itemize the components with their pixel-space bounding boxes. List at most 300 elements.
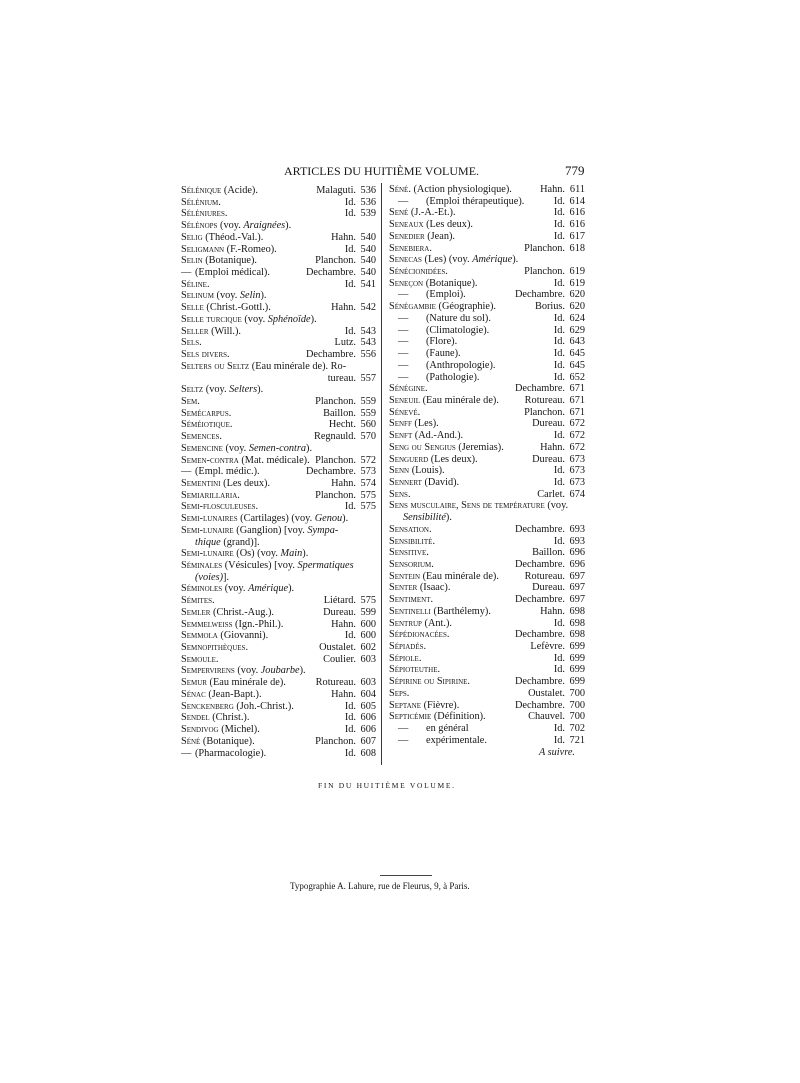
entry-label (389, 207, 551, 219)
entry-heading: Seng ou Sengius (389, 441, 456, 453)
entry-label (181, 337, 332, 349)
index-entry (389, 664, 585, 676)
entry-text: (Anthropologie). (426, 359, 496, 371)
entry-page: 557 (360, 372, 376, 384)
index-entry (181, 337, 376, 349)
index-entry (181, 431, 376, 443)
entry-text: ). (302, 548, 309, 560)
index-entry (181, 255, 376, 267)
entry-label (181, 501, 342, 513)
index-entry (389, 641, 585, 653)
index-entry (389, 395, 585, 407)
index-entry (181, 314, 376, 326)
entry-author: Planchon. (315, 735, 356, 747)
entry-label (181, 513, 376, 525)
entry-page: 602 (360, 642, 376, 654)
entry-heading: Sépiole. (389, 652, 422, 664)
entry-label (389, 407, 521, 419)
index-entry (181, 654, 376, 666)
entry-label (181, 689, 328, 701)
index-entry-continuation (181, 572, 376, 584)
index-entry (389, 489, 585, 501)
entry-author: Id. (553, 359, 565, 371)
index-entry (389, 582, 585, 594)
entry-page: 619 (569, 277, 585, 289)
entry-page: 629 (569, 324, 585, 336)
index-entry (389, 618, 585, 630)
entry-page: 575 (360, 595, 376, 607)
entry-author: Dechambre. (514, 594, 565, 606)
entry-page: 697 (569, 570, 585, 582)
entry-page: 536 (360, 185, 376, 196)
entry-heading: Seller (181, 325, 209, 337)
entry-heading: Semmelweiss (181, 618, 233, 630)
entry-text: (Eau minérale de). (206, 677, 286, 689)
entry-label (181, 290, 376, 302)
entry-crossref: Amérique (472, 254, 513, 266)
entry-heading: Semmola (181, 630, 218, 642)
entry-author: Dureau. (532, 453, 565, 465)
entry-text: (Faune). (426, 348, 461, 360)
entry-heading: Senecas (389, 254, 422, 266)
entry-heading: Semences. (181, 431, 222, 443)
entry-page: 698 (569, 605, 585, 617)
entry-text: (Fièvre). (421, 699, 460, 711)
entry-author: Id. (344, 278, 356, 290)
index-entry (389, 653, 585, 665)
entry-heading: Séléniures. (181, 208, 228, 220)
entry-text: (voy. (222, 583, 249, 595)
entry-page: 604 (360, 688, 376, 700)
entry-author: Id. (344, 700, 356, 712)
entry-crossref: Semen-contra (248, 442, 307, 454)
index-entry (181, 712, 376, 724)
index-entry (181, 560, 376, 572)
entry-label (389, 360, 551, 372)
index-entry (389, 430, 585, 442)
entry-page: 699 (569, 652, 585, 664)
entry-author: Id. (553, 476, 565, 488)
page-number: 779 (565, 163, 585, 178)
entry-label (181, 419, 326, 431)
entry-text: ). (285, 220, 292, 232)
entry-page: 697 (569, 582, 585, 594)
entry-text: (Ign.-Phil.). (232, 618, 284, 630)
index-entry (181, 349, 376, 361)
entry-heading: Selle turcique (181, 313, 242, 325)
entry-heading: Senckenberg (181, 700, 234, 712)
entry-author: Dechambre. (514, 559, 565, 570)
index-entry (181, 208, 376, 220)
entry-label (181, 255, 312, 267)
index-entry (389, 676, 585, 688)
entry-text: (Flore). (426, 336, 458, 348)
entry-page: 673 (569, 465, 585, 477)
index-entry (389, 559, 585, 571)
entry-heading: Sentein (389, 570, 420, 582)
entry-heading: Selinum (181, 290, 214, 302)
entry-text: (Pathologie). (426, 371, 480, 383)
entry-label (181, 232, 328, 244)
index-subentry (389, 289, 585, 301)
entry-page: 697 (569, 594, 585, 606)
entry-author: Dechambre. (305, 267, 356, 279)
entry-label (389, 641, 527, 653)
index-subentry (181, 466, 376, 478)
entry-crossref: Sphénoïde (267, 313, 311, 325)
entry-author: Hahn. (331, 231, 356, 243)
entry-label (389, 723, 551, 735)
entry-text: ]. (223, 571, 230, 583)
index-entry (181, 583, 376, 595)
index-entry (181, 701, 376, 713)
index-column-left (181, 185, 376, 759)
entry-heading: Senedier (389, 230, 425, 242)
printer-imprint: Typographie A. Lahure, rue de Fleurus, 9, à Paris. (290, 881, 470, 891)
index-entry (181, 244, 376, 256)
entry-label (181, 408, 320, 420)
entry-text: ). (445, 512, 452, 524)
entry-label (389, 243, 521, 255)
entry-dash: — (398, 734, 409, 746)
entry-heading: Sennert (389, 476, 422, 488)
end-of-volume-note: FIN DU HUITIÈME VOLUME. (318, 781, 456, 790)
index-entry (181, 548, 376, 560)
entry-author: Id. (553, 312, 565, 324)
entry-author: Baillon. (323, 407, 356, 419)
entry-text: (Jean). (424, 230, 455, 242)
entry-crossref: Araignées (243, 220, 286, 232)
entry-heading: Sépirine ou Sipirine. (389, 676, 471, 688)
entry-page: 574 (360, 477, 376, 489)
entry-page: 698 (569, 629, 585, 641)
entry-text: ). (306, 442, 313, 454)
entry-label (389, 489, 534, 501)
entry-text: (Ad.-And.). (412, 430, 464, 442)
entry-heading: Septane (389, 699, 421, 711)
entry-text: ). (310, 313, 317, 325)
entry-author: Id. (344, 747, 356, 759)
entry-text: (Botanique). (423, 277, 478, 289)
index-entry (389, 547, 585, 559)
entry-text: (Emploi médical). (195, 267, 270, 279)
entry-label (389, 325, 551, 337)
index-entry (181, 490, 376, 502)
entry-crossref: thique (195, 536, 221, 548)
entry-text: (Botanique). (200, 735, 255, 747)
entry-text: (J.-A.-Et.). (408, 207, 456, 219)
entry-heading: Semi-flosculeuses. (181, 501, 259, 513)
entry-page: 603 (360, 653, 376, 665)
entry-author: Id. (553, 465, 565, 477)
index-entry (181, 677, 376, 689)
entry-heading: Sénégine. (389, 383, 428, 395)
entry-heading: Sénégambie (389, 301, 436, 313)
index-subentry (389, 735, 585, 747)
entry-heading: Sens. (389, 488, 411, 500)
entry-heading: Selle (181, 302, 204, 314)
index-entry (389, 254, 585, 266)
entry-label (181, 736, 312, 748)
entry-label (389, 735, 551, 747)
index-entry (181, 232, 376, 244)
entry-dash: — (398, 723, 409, 735)
entry-author: Id. (553, 535, 565, 547)
index-entry (181, 408, 376, 420)
entry-heading: Seneaux (389, 219, 424, 231)
entry-page: 620 (569, 301, 585, 313)
index-subentry (181, 748, 376, 760)
entry-text: (Les) (voy. (421, 254, 473, 266)
continuation-note (389, 747, 585, 759)
index-subentry (389, 325, 585, 337)
entry-label (181, 314, 376, 326)
entry-heading: Semi-lunaire (181, 548, 234, 560)
entry-label (389, 372, 551, 384)
entry-page: 556 (360, 349, 376, 361)
entry-page: 700 (569, 687, 585, 699)
index-subentry (389, 360, 585, 372)
entry-heading: Sensation. (389, 523, 432, 535)
entry-crossref: Spermatiques (297, 560, 354, 571)
index-subentry (389, 336, 585, 348)
entry-author: Hecht. (328, 419, 356, 431)
entry-text: (F.-Romeo). (224, 243, 277, 255)
entry-label (181, 478, 328, 490)
entry-author: Dureau. (323, 606, 356, 618)
entry-label (389, 653, 551, 665)
entry-author: Dechambre. (514, 676, 565, 688)
entry-heading: Sentrup (389, 617, 422, 629)
index-entry (389, 231, 585, 243)
entry-author: Id. (553, 664, 565, 676)
entry-label (389, 512, 585, 524)
entry-label (389, 676, 512, 688)
entry-label (181, 642, 316, 654)
entry-crossref: Joubarbe (260, 665, 300, 677)
index-entry (389, 524, 585, 536)
entry-label (389, 547, 529, 559)
index-entry (389, 688, 585, 700)
entry-heading: Sélénops (181, 220, 218, 232)
entry-label (181, 630, 342, 642)
entry-text: (Pharmacologie). (195, 747, 267, 759)
entry-text: (Cartilages) (voy. (237, 513, 315, 525)
index-subentry (389, 348, 585, 360)
entry-page: 671 (569, 383, 585, 395)
index-entry (181, 595, 376, 607)
index-entry (181, 326, 376, 338)
entry-heading: Selig (181, 231, 203, 243)
entry-label (181, 466, 303, 478)
entry-page: 540 (360, 255, 376, 267)
entry-author: Rotureau. (524, 394, 565, 406)
entry-author: Id. (553, 430, 565, 442)
entry-text: (voy. (234, 665, 261, 677)
entry-author: Id. (553, 277, 565, 289)
entry-label (389, 430, 551, 442)
entry-author: Dureau. (532, 418, 565, 430)
entry-label (181, 537, 376, 549)
entry-heading: Senft (389, 430, 413, 442)
index-entry (181, 361, 376, 373)
index-entry (389, 594, 585, 606)
entry-heading: Selin (181, 255, 203, 267)
index-entry (389, 477, 585, 489)
entry-heading: Séminoles (181, 583, 223, 595)
entry-label (181, 525, 376, 537)
entry-heading: Séline. (181, 278, 210, 290)
entry-label (389, 254, 585, 266)
entry-label (389, 301, 532, 313)
entry-text: (Nature du sol). (426, 312, 491, 324)
entry-page: 540 (360, 231, 376, 243)
index-entry (181, 302, 376, 314)
entry-author: Id. (344, 325, 356, 337)
entry-text: expérimentale. (426, 734, 487, 746)
entry-heading: Sentiment. (389, 594, 434, 606)
entry-heading: Sénac (181, 688, 206, 700)
entry-page: 699 (569, 676, 585, 688)
entry-page: 696 (569, 559, 585, 570)
entry-heading: Sendivog (181, 724, 219, 736)
entry-label (389, 688, 525, 700)
entry-heading: Senguerd (389, 453, 429, 465)
entry-label (181, 197, 342, 209)
index-entry (389, 184, 585, 196)
entry-page: 599 (360, 606, 376, 618)
entry-author: Hahn. (540, 605, 565, 617)
entry-label (181, 208, 342, 220)
entry-label (181, 384, 376, 396)
index-entry (389, 301, 585, 313)
index-entry (389, 278, 585, 290)
entry-author: Carlet. (537, 488, 565, 500)
entry-label (181, 396, 312, 408)
entry-label (181, 595, 321, 607)
entry-text: (Eau minérale de). Ro- (249, 360, 347, 372)
entry-crossref: Selters (229, 384, 258, 396)
entry-text: (Ganglion) [voy. (233, 524, 308, 536)
entry-page: 570 (360, 431, 376, 443)
entry-dash: — (398, 289, 409, 301)
entry-author: Planchon. (315, 489, 356, 501)
entry-text: (Os) (voy. (233, 548, 281, 560)
entry-author: Id. (553, 652, 565, 664)
entry-label (181, 326, 342, 338)
entry-crossref: Genou (314, 513, 343, 525)
index-entry (181, 290, 376, 302)
entry-page: 616 (569, 219, 585, 231)
entry-page: 693 (569, 523, 585, 535)
index-entry (181, 384, 376, 396)
entry-text: (Géographie). (435, 301, 496, 313)
entry-label (389, 383, 512, 395)
index-entry (389, 266, 585, 278)
entry-label (181, 361, 376, 373)
entry-heading: Sels. (181, 337, 202, 349)
index-column-right (389, 184, 585, 758)
entry-page: 696 (569, 547, 585, 559)
entry-text: (voy. (203, 384, 230, 396)
entry-author: Oustalet. (319, 642, 356, 654)
entry-author: Id. (344, 630, 356, 642)
entry-author: Malaguti. (316, 185, 356, 196)
entry-text: (voy. (241, 313, 268, 325)
entry-dash: — (398, 312, 409, 324)
index-entry (181, 220, 376, 232)
entry-author: Id. (344, 196, 356, 208)
entry-text: (Will.). (208, 325, 241, 337)
entry-text: (voy. (222, 442, 249, 454)
entry-text: en général (426, 723, 469, 735)
entry-dash: — (398, 359, 409, 371)
entry-heading: Semi-lunaire (181, 524, 234, 536)
entry-label (181, 279, 342, 291)
entry-heading: Sépiadés. (389, 641, 427, 653)
index-entry (389, 383, 585, 395)
entry-label (389, 582, 529, 594)
entry-heading: Sens musculaire, Sens de température (389, 500, 545, 512)
entry-author: Hahn. (540, 184, 565, 195)
entry-page: 643 (569, 336, 585, 348)
entry-label (181, 244, 342, 256)
entry-heading: Sénevé. (389, 406, 421, 418)
entry-label (389, 442, 537, 454)
entry-label (389, 524, 512, 536)
entry-text: (Action physiologique). (410, 184, 512, 195)
footer-rule (380, 875, 432, 876)
index-entry (389, 711, 585, 723)
entry-label (389, 313, 551, 325)
entry-page: 540 (360, 243, 376, 255)
entry-author: Id. (344, 501, 356, 513)
entry-label (181, 548, 376, 560)
entry-label (389, 664, 551, 676)
index-entry (389, 418, 585, 430)
entry-page: 600 (360, 618, 376, 630)
entry-author: Hahn. (331, 618, 356, 630)
entry-page: 542 (360, 302, 376, 314)
entry-label (181, 701, 342, 713)
entry-author: Id. (344, 712, 356, 724)
entry-text: (Emploi). (426, 289, 466, 301)
entry-heading: Séné (181, 735, 201, 747)
entry-author: Id. (553, 336, 565, 348)
entry-page: 721 (569, 734, 585, 746)
entry-heading: Sépédionacées. (389, 629, 450, 641)
entry-dash: — (398, 324, 409, 336)
entry-author: Planchon. (524, 266, 565, 278)
entry-label (181, 677, 313, 689)
entry-author: Id. (553, 734, 565, 746)
entry-crossref: Main (280, 548, 303, 560)
entry-page: 605 (360, 700, 376, 712)
entry-author: Chauvel. (528, 711, 565, 723)
entry-author: Hahn. (331, 688, 356, 700)
entry-page: 560 (360, 419, 376, 431)
entry-page: 539 (360, 208, 376, 220)
entry-label (389, 278, 551, 290)
entry-author: Hahn. (540, 441, 565, 453)
entry-heading: Semécarpus. (181, 407, 232, 419)
index-entry (389, 243, 585, 255)
index-entry (181, 185, 376, 197)
entry-text: (Jean-Bapt.). (205, 688, 262, 700)
entry-label (389, 606, 537, 618)
entry-crossref: Sympa- (307, 524, 339, 536)
entry-dash: — (398, 371, 409, 383)
